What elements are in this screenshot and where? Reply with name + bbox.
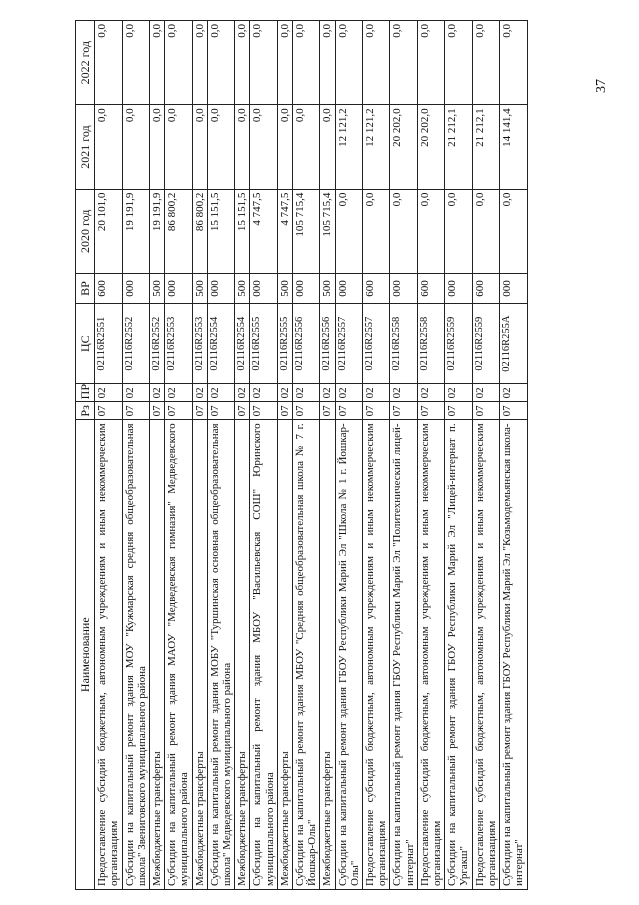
cell-rz: 07 — [445, 402, 472, 420]
cell-2021: 0,0 — [207, 105, 234, 189]
cell-vr: 500 — [192, 273, 207, 303]
cell-rz: 07 — [150, 402, 165, 420]
cell-cs: 02116R2553 — [165, 304, 192, 384]
cell-2021: 0,0 — [277, 105, 292, 189]
table-row — [165, 21, 192, 890]
cell-vr: 000 — [122, 273, 149, 303]
cell-2022: 0,0 — [445, 21, 472, 105]
cell-name: Субсидии на капитальный ремонт здания ГБОУ Республики Марий Эл "Политехнический лицей-интернат" — [390, 420, 417, 890]
cell-name: Межбюджетные трансферты — [320, 420, 335, 890]
cell-pr: 02 — [277, 384, 292, 402]
cell-name: Субсидии на капитальный ремонт здания ГБОУ Республики Марий Эл "Школа № 1 г. Йошкар-Олы" — [335, 420, 362, 890]
cell-cs: 02116R2559 — [472, 304, 499, 384]
cell-2020: 0,0 — [335, 189, 362, 273]
cell-2022: 0,0 — [95, 21, 122, 105]
cell-2020: 4 747,5 — [250, 189, 277, 273]
cell-2020: 0,0 — [417, 189, 444, 273]
table-row — [445, 21, 472, 890]
table-row — [207, 21, 234, 890]
cell-2020: 19 191,9 — [150, 189, 165, 273]
cell-vr: 600 — [95, 273, 122, 303]
cell-vr: 500 — [235, 273, 250, 303]
table-body — [95, 21, 527, 890]
table-row — [500, 21, 527, 890]
cell-pr: 02 — [207, 384, 234, 402]
cell-name: Субсидии на капитальный ремонт здания МБОУ "Васильевская СОШ" Юринского муниципального района — [250, 420, 277, 890]
cell-rz: 07 — [363, 402, 390, 420]
cell-vr: 000 — [390, 273, 417, 303]
cell-cs: 02116R2559 — [445, 304, 472, 384]
cell-2022: 0,0 — [320, 21, 335, 105]
cell-name: Межбюджетные трансферты — [192, 420, 207, 890]
cell-rz: 07 — [293, 402, 320, 420]
cell-rz: 07 — [320, 402, 335, 420]
cell-pr: 02 — [95, 384, 122, 402]
cell-name: Предоставление субсидий бюджетным, автономным учреждениям и иным некоммерческим организациям — [95, 420, 122, 890]
cell-2020: 86 800,2 — [165, 189, 192, 273]
cell-2020: 105 715,4 — [293, 189, 320, 273]
cell-2022: 0,0 — [122, 21, 149, 105]
cell-vr: 000 — [293, 273, 320, 303]
table-row — [250, 21, 277, 890]
cell-2022: 0,0 — [250, 21, 277, 105]
cell-name: Предоставление субсидий бюджетным, автономным учреждениям и иным некоммерческим организациям — [472, 420, 499, 890]
cell-2021: 0,0 — [165, 105, 192, 189]
rotated-table-wrapper — [75, 20, 597, 890]
cell-2022: 0,0 — [165, 21, 192, 105]
cell-name: Межбюджетные трансферты — [277, 420, 292, 890]
cell-2021: 14 141,4 — [500, 105, 527, 189]
cell-2022: 0,0 — [472, 21, 499, 105]
table-row — [320, 21, 335, 890]
cell-name: Субсидии на капитальный ремонт здания МАОУ "Медведевская гимназия" Медведевского муниципального района — [165, 420, 192, 890]
header-2021: 2021 год — [76, 105, 95, 189]
cell-2021: 0,0 — [150, 105, 165, 189]
cell-name: Субсидии на капитальный ремонт здания МОБУ "Туршинская основная общеобразовательная школа" Медведевского муниципального района — [207, 420, 234, 890]
cell-name: Предоставление субсидий бюджетным, автономным учреждениям и иным некоммерческим организациям — [417, 420, 444, 890]
cell-pr: 02 — [150, 384, 165, 402]
cell-name: Субсидии на капитальный ремонт здания МОУ "Кужмарская средняя общеобразовательная школа" Звениговского муниципального района — [122, 420, 149, 890]
cell-cs: 02116R2556 — [320, 304, 335, 384]
cell-rz: 07 — [277, 402, 292, 420]
cell-cs: 02116R255A — [500, 304, 527, 384]
table-row — [293, 21, 320, 890]
cell-vr: 000 — [500, 273, 527, 303]
cell-pr: 02 — [293, 384, 320, 402]
cell-2020: 0,0 — [472, 189, 499, 273]
cell-2020: 19 191,9 — [122, 189, 149, 273]
cell-pr: 02 — [363, 384, 390, 402]
cell-cs: 02116R2551 — [95, 304, 122, 384]
cell-cs: 02116R2556 — [293, 304, 320, 384]
cell-2021: 12 121,2 — [335, 105, 362, 189]
cell-cs: 02116R2554 — [207, 304, 234, 384]
cell-2020: 20 101,0 — [95, 189, 122, 273]
cell-rz: 07 — [122, 402, 149, 420]
cell-2020: 86 800,2 — [192, 189, 207, 273]
cell-rz: 07 — [472, 402, 499, 420]
cell-vr: 500 — [320, 273, 335, 303]
header-2022: 2022 год — [76, 21, 95, 105]
cell-pr: 02 — [390, 384, 417, 402]
cell-vr: 000 — [445, 273, 472, 303]
cell-pr: 02 — [472, 384, 499, 402]
cell-2022: 0,0 — [207, 21, 234, 105]
cell-pr: 02 — [235, 384, 250, 402]
cell-2021: 0,0 — [293, 105, 320, 189]
cell-2022: 0,0 — [235, 21, 250, 105]
cell-pr: 02 — [445, 384, 472, 402]
table-row — [235, 21, 250, 890]
cell-2021: 0,0 — [250, 105, 277, 189]
cell-pr: 02 — [500, 384, 527, 402]
cell-name: Субсидии на капитальный ремонт здания ГБОУ Республики Марий Эл "Лицей-интернат п. Ургакш" — [445, 420, 472, 890]
cell-name: Межбюджетные трансферты — [235, 420, 250, 890]
cell-rz: 07 — [500, 402, 527, 420]
cell-vr: 000 — [250, 273, 277, 303]
cell-2020: 0,0 — [390, 189, 417, 273]
cell-pr: 02 — [192, 384, 207, 402]
table-row — [363, 21, 390, 890]
cell-vr: 000 — [207, 273, 234, 303]
cell-cs: 02116R2557 — [335, 304, 362, 384]
budget-table — [75, 20, 528, 890]
header-vr: ВР — [76, 273, 95, 303]
table-row — [95, 21, 122, 890]
cell-2021: 21 212,1 — [472, 105, 499, 189]
cell-2022: 0,0 — [293, 21, 320, 105]
table-row — [150, 21, 165, 890]
cell-vr: 600 — [472, 273, 499, 303]
cell-name: Субсидии на капитальный ремонт здания МБОУ "Средняя общеобразовательная школа № 7 г. Йошкар-Олы" — [293, 420, 320, 890]
cell-pr: 02 — [335, 384, 362, 402]
cell-name: Межбюджетные трансферты — [150, 420, 165, 890]
cell-2021: 12 121,2 — [363, 105, 390, 189]
cell-2022: 0,0 — [192, 21, 207, 105]
header-cs: ЦС — [76, 304, 95, 384]
cell-rz: 07 — [390, 402, 417, 420]
cell-vr: 600 — [417, 273, 444, 303]
cell-2020: 15 151,5 — [207, 189, 234, 273]
cell-2021: 0,0 — [320, 105, 335, 189]
cell-2020: 0,0 — [445, 189, 472, 273]
cell-2020: 0,0 — [363, 189, 390, 273]
cell-name: Предоставление субсидий бюджетным, автономным учреждениям и иным некоммерческим организациям — [363, 420, 390, 890]
cell-pr: 02 — [122, 384, 149, 402]
page-number: 37 — [594, 79, 609, 93]
cell-rz: 07 — [165, 402, 192, 420]
table-row — [335, 21, 362, 890]
cell-2020: 4 747,5 — [277, 189, 292, 273]
cell-rz: 07 — [250, 402, 277, 420]
cell-rz: 07 — [95, 402, 122, 420]
cell-2020: 105 715,4 — [320, 189, 335, 273]
cell-2021: 20 202,0 — [417, 105, 444, 189]
cell-vr: 600 — [363, 273, 390, 303]
cell-pr: 02 — [250, 384, 277, 402]
header-name: Наименование — [76, 420, 95, 890]
cell-cs: 02116R2553 — [192, 304, 207, 384]
cell-vr: 500 — [277, 273, 292, 303]
table-header-row — [76, 21, 95, 890]
cell-2022: 0,0 — [335, 21, 362, 105]
table-row — [277, 21, 292, 890]
cell-2022: 0,0 — [363, 21, 390, 105]
cell-2022: 0,0 — [150, 21, 165, 105]
cell-2021: 0,0 — [235, 105, 250, 189]
cell-2020: 0,0 — [500, 189, 527, 273]
cell-cs: 02116R2557 — [363, 304, 390, 384]
cell-2020: 15 151,5 — [235, 189, 250, 273]
cell-2022: 0,0 — [277, 21, 292, 105]
table-row — [122, 21, 149, 890]
cell-2021: 0,0 — [95, 105, 122, 189]
cell-name: Субсидии на капитальный ремонт здания ГБОУ Республики Марий Эл "Козьмодемьянская школа-интернат" — [500, 420, 527, 890]
cell-2021: 0,0 — [122, 105, 149, 189]
cell-cs: 02116R2555 — [250, 304, 277, 384]
cell-2022: 0,0 — [417, 21, 444, 105]
cell-2021: 20 202,0 — [390, 105, 417, 189]
cell-vr: 000 — [165, 273, 192, 303]
cell-cs: 02116R2555 — [277, 304, 292, 384]
cell-pr: 02 — [417, 384, 444, 402]
table-row — [192, 21, 207, 890]
table-row — [472, 21, 499, 890]
cell-rz: 07 — [417, 402, 444, 420]
cell-cs: 02116R2558 — [390, 304, 417, 384]
cell-vr: 000 — [335, 273, 362, 303]
table-row — [390, 21, 417, 890]
cell-vr: 500 — [150, 273, 165, 303]
header-pr: ПР — [76, 384, 95, 402]
cell-rz: 07 — [207, 402, 234, 420]
cell-rz: 07 — [335, 402, 362, 420]
cell-cs: 02116R2558 — [417, 304, 444, 384]
cell-cs: 02116R2554 — [235, 304, 250, 384]
cell-cs: 02116R2552 — [150, 304, 165, 384]
cell-cs: 02116R2552 — [122, 304, 149, 384]
cell-2022: 0,0 — [500, 21, 527, 105]
cell-2021: 0,0 — [192, 105, 207, 189]
header-2020: 2020 год — [76, 189, 95, 273]
cell-2022: 0,0 — [390, 21, 417, 105]
cell-rz: 07 — [192, 402, 207, 420]
table-row — [417, 21, 444, 890]
cell-rz: 07 — [235, 402, 250, 420]
cell-pr: 02 — [165, 384, 192, 402]
cell-pr: 02 — [320, 384, 335, 402]
cell-2021: 21 212,1 — [445, 105, 472, 189]
header-rz: Рз — [76, 402, 95, 420]
